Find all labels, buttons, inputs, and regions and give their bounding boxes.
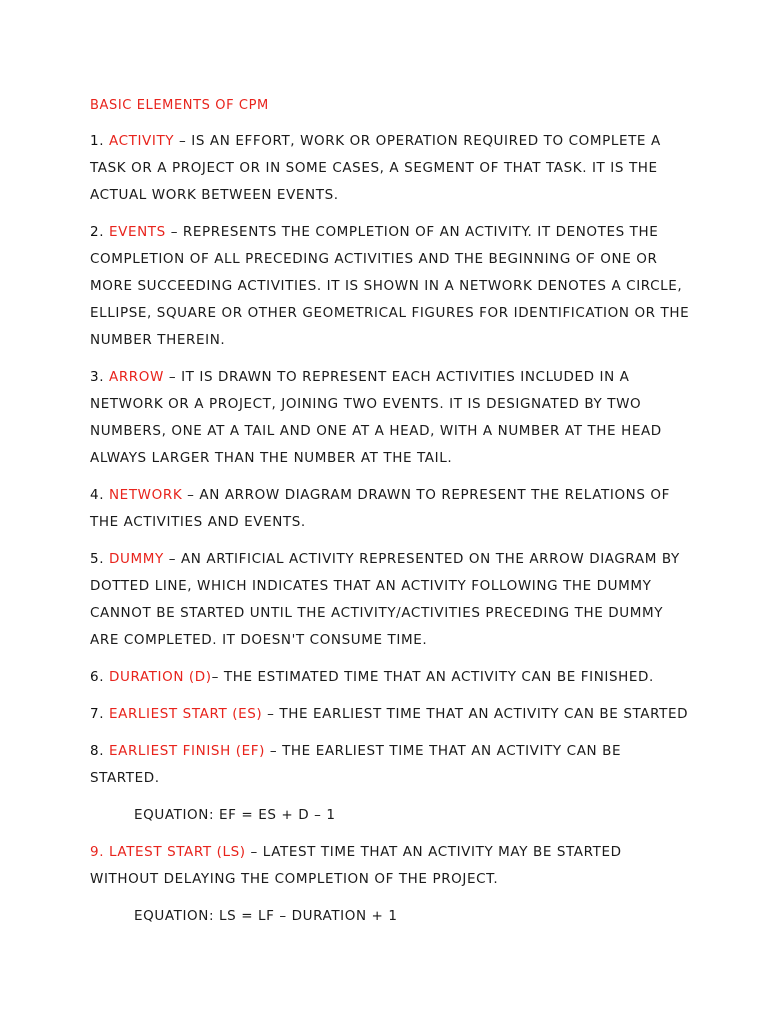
document-page: [90, 92, 690, 940]
item-number: 6.: [90, 669, 109, 685]
item-number: 2.: [90, 224, 109, 240]
definition-item-latest-start: [90, 839, 690, 893]
term-network: NETWORK: [108, 487, 183, 503]
item-number: 8.: [90, 743, 109, 759]
item-number: 3.: [90, 369, 109, 385]
definition-item-arrow: [90, 364, 690, 472]
definition-text: – IT IS DRAWN TO REPRESENT EACH ACTIVITIES INCLUDED IN A NETWORK OR A PROJECT, JOINING TWO EVENTS. IT IS DESIGNATED BY TWO NUMBERS, ONE AT A TAIL AND ONE AT A HEAD, WITH A NUMBER AT THE HEAD ALWAYS LARGER THAN THE NUMBER AT THE TAIL.: [90, 369, 662, 466]
definition-item-activity: [90, 128, 690, 209]
item-number: 4.: [90, 487, 109, 503]
term-earliest-start: EARLIEST START (ES): [108, 706, 263, 722]
item-number: 7.: [90, 706, 109, 722]
term-activity: ACTIVITY: [108, 133, 175, 149]
term-latest-start: LATEST START (LS): [108, 844, 246, 860]
definition-text: – REPRESENTS THE COMPLETION OF AN ACTIVITY. IT DENOTES THE COMPLETION OF ALL PRECEDING ACTIVITIES AND THE BEGINNING OF ONE OR MORE SUCCEEDING ACTIVITIES. IT IS SHOWN IN A NETWORK DENOTES A CIRCLE, ELLIPSE, SQUARE OR OTHER GEOMETRICAL FIGURES FOR IDENTIFICATION OR THE NUMBER THEREIN.: [90, 224, 690, 348]
term-dummy: DUMMY: [108, 551, 164, 567]
definition-item-earliest-finish: [90, 738, 690, 792]
equation-ef: EQUATION: EF = ES + D – 1: [134, 807, 336, 823]
definition-item-dummy: [90, 546, 690, 654]
term-earliest-finish: EARLIEST FINISH (EF): [108, 743, 265, 759]
term-events: EVENTS: [108, 224, 166, 240]
definition-text: – THE EARLIEST TIME THAT AN ACTIVITY CAN BE STARTED: [262, 706, 689, 722]
definition-text: – AN ARROW DIAGRAM DRAWN TO REPRESENT THE RELATIONS OF THE ACTIVITIES AND EVENTS.: [90, 487, 671, 530]
definition-item-duration: [90, 664, 690, 691]
definition-text: – THE ESTIMATED TIME THAT AN ACTIVITY CAN BE FINISHED.: [211, 669, 654, 685]
equation-ls: EQUATION: LS = LF – DURATION + 1: [134, 908, 398, 924]
term-duration: DURATION (D): [108, 669, 212, 685]
definition-text: – LATEST TIME THAT AN ACTIVITY MAY BE STARTED WITHOUT DELAYING THE COMPLETION OF THE PROJECT.: [90, 844, 622, 887]
term-arrow: ARROW: [108, 369, 164, 385]
definition-text: – THE EARLIEST TIME THAT AN ACTIVITY CAN BE STARTED.: [90, 743, 622, 786]
definition-item-events: [90, 219, 690, 354]
definition-item-earliest-start: [90, 701, 690, 728]
item-number: 5.: [90, 551, 109, 567]
document-heading: BASIC ELEMENTS OF CPM: [90, 98, 269, 113]
definition-text: – IS AN EFFORT, WORK OR OPERATION REQUIRED TO COMPLETE A TASK OR A PROJECT OR IN SOME CASES, A SEGMENT OF THAT TASK. IT IS THE ACTUAL WORK BETWEEN EVENTS.: [90, 133, 661, 203]
definition-text: – AN ARTIFICIAL ACTIVITY REPRESENTED ON THE ARROW DIAGRAM BY DOTTED LINE, WHICH INDICATES THAT AN ACTIVITY FOLLOWING THE DUMMY CANNOT BE STARTED UNTIL THE ACTIVITY/ACTIVITIES PRECEDING THE DUMMY ARE COMPLETED. IT DOESN'T CONSUME TIME.: [90, 551, 680, 648]
item-number: 9.: [90, 844, 109, 860]
item-number: 1.: [90, 133, 109, 149]
definition-item-network: [90, 482, 690, 536]
